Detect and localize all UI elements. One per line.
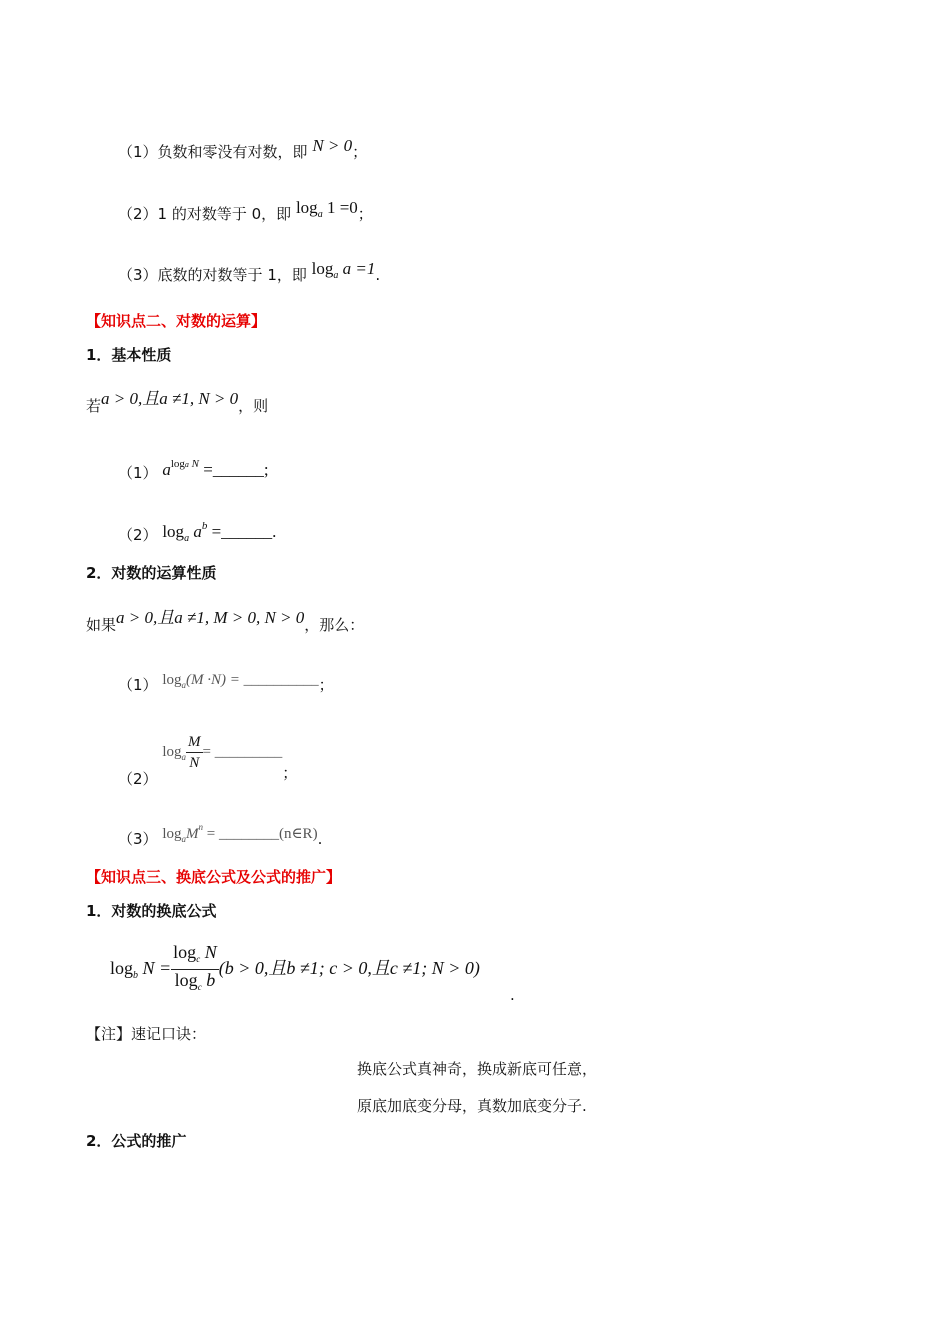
subsection-title-operation-properties: 2．对数的运算性质 (86, 564, 217, 582)
punctuation: ； (318, 676, 334, 694)
log-base: a (181, 834, 186, 844)
change-of-base-formula (110, 942, 480, 997)
subsection-title-generalization: 2．公式的推广 (86, 1132, 187, 1150)
formula-rest: =______; (203, 460, 269, 479)
formula-rest: a =1 (338, 259, 376, 278)
log-base: a (333, 270, 339, 281)
log-base: a (317, 209, 323, 220)
formula (162, 672, 318, 688)
formula-lhs (110, 958, 172, 981)
formula (295, 198, 358, 220)
log-base: c (196, 954, 201, 964)
formula-rest: = ________(n∈R) (206, 826, 318, 842)
condition-formula: a > 0,且a ≠1, N > 0 (101, 389, 239, 408)
fraction-numerator: M (186, 732, 203, 753)
log-base: a (181, 680, 186, 690)
punctuation: . (375, 266, 381, 284)
exp-log-base: a (184, 460, 189, 469)
log-var: N (200, 942, 217, 962)
log-text: log (162, 522, 185, 541)
item-number: （3） (118, 266, 158, 284)
item-text: 底数的对数等于 1，即 (157, 266, 307, 284)
item-text: 负数和零没有对数，即 (157, 143, 308, 161)
log-var: N = (138, 958, 172, 978)
condition-suffix: ，则 (238, 397, 269, 415)
fraction (171, 942, 219, 997)
log-text: log (162, 826, 182, 842)
note-label: 【注】速记口诀： (86, 1025, 207, 1043)
item-number: （2） (118, 205, 158, 223)
item-number: （1） (118, 143, 158, 161)
formula (162, 734, 283, 771)
condition-prefix: 若 (86, 397, 102, 415)
basic-item-2 (118, 519, 276, 552)
punctuation: ； (282, 763, 298, 782)
log-text: log (311, 259, 334, 278)
formula (162, 822, 318, 844)
log-text: log (174, 970, 198, 990)
log-var: a (189, 522, 202, 541)
operation-item-2 (118, 732, 298, 788)
formula-rest: =______. (211, 522, 277, 541)
item-number: （2） (118, 526, 158, 544)
condition-formula: a > 0,且a ≠1, M > 0, N > 0 (116, 608, 305, 627)
subsection-title-change-of-base: 1．对数的换底公式 (86, 902, 217, 920)
basic-item-1 (118, 457, 269, 483)
exponent: b (201, 520, 208, 532)
condition-line-1 (86, 389, 269, 416)
log-text: log (162, 672, 182, 688)
log-base: a (184, 533, 190, 544)
fraction (186, 732, 203, 773)
exp-var: N (188, 458, 199, 470)
subsection-title-basic-properties: 1．基本性质 (86, 346, 172, 364)
log-base: c (197, 982, 202, 992)
operation-item-3 (118, 823, 322, 855)
item-number: （3） (118, 830, 158, 848)
formula-conditions: (b > 0,且b ≠1; c > 0,且c ≠1; N > 0) (218, 958, 480, 978)
property-item-3 (118, 259, 381, 292)
property-item-1 (118, 136, 368, 162)
fraction-numerator (171, 942, 219, 970)
log-base: b (133, 970, 139, 981)
formula-rest: = _________ (202, 743, 283, 760)
mnemonic-line-2: 原底加底变分母，真数加底变分子. (357, 1097, 587, 1115)
formula (311, 259, 376, 281)
exp-base: a (162, 460, 171, 479)
item-number: （1） (118, 464, 158, 482)
formula (162, 460, 268, 479)
punctuation: . (317, 830, 323, 848)
mnemonic-line-1: 换底公式真神奇，换成新底可任意， (357, 1060, 598, 1078)
log-var: b (201, 970, 216, 990)
log-text: log (110, 958, 134, 978)
log-text: log (173, 942, 197, 962)
punctuation: ； (357, 205, 373, 223)
item-text: 1 的对数等于 0，即 (157, 205, 292, 223)
formula-end-punctuation: . (510, 986, 515, 1004)
punctuation: ； (352, 143, 368, 161)
condition-line-2 (86, 608, 365, 635)
condition-suffix: ，那么： (304, 616, 365, 634)
fraction-denominator: N (189, 755, 200, 771)
item-number: （2） (118, 769, 158, 788)
exponent (171, 458, 199, 470)
section-heading-3: 【知识点三、换底公式及公式的推广】 (86, 868, 342, 886)
log-var: M (186, 826, 199, 842)
log-text: log (295, 198, 318, 217)
formula: N > 0 (312, 136, 353, 155)
log-base: a (181, 751, 186, 762)
formula-rest: (M ·N) = __________ (186, 672, 319, 688)
condition-prefix: 如果 (86, 616, 117, 634)
formula-rest: 1 =0 (322, 198, 358, 217)
exp-log: log (170, 458, 185, 470)
exponent: n (198, 822, 203, 832)
log-text: log (162, 743, 182, 760)
operation-item-1 (118, 672, 334, 701)
formula (162, 520, 277, 544)
fraction-denominator (171, 970, 219, 997)
section-heading-2: 【知识点二、对数的运算】 (86, 312, 267, 330)
property-item-2 (118, 198, 373, 231)
item-number: （1） (118, 676, 158, 694)
